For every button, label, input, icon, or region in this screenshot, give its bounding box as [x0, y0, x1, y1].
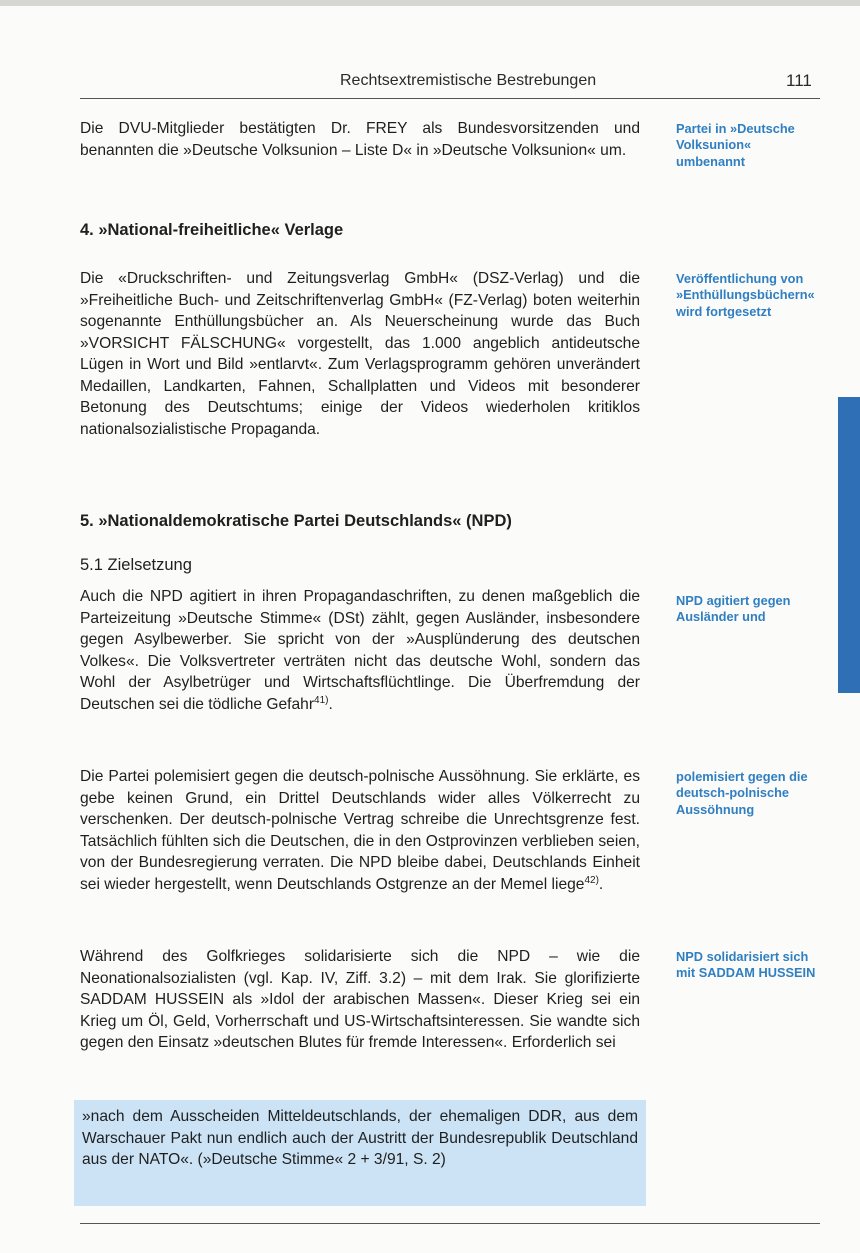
paragraph-dvu: Die DVU-Mitglieder bestätigten Dr. FREY als Bundesvorsitzenden und benannten die »Deutsche Volksunion – Liste D« in »Deutsche Volksunion« um. — [80, 120, 640, 159]
quote-text: »nach dem Ausscheiden Mitteldeutschlands, der ehemaligen DDR, aus dem Warschauer Pakt nun endlich auch der Austritt der Bundesrepublik Deutschland aus der NATO«. (»Deutsche Stimme« 2 + 3/91, S. 2) — [82, 1108, 638, 1168]
paragraph-npd-agitation-text: Auch die NPD agitiert in ihren Propagandaschriften, zu denen maßgeblich die Parteizeitung »Deutsche Stimme« (DSt) zählt, gegen Ausländer, insbesondere gegen Asylbewerber. Sie spricht von der »Ausplünderung des deutschen Volkes«. Die Volksvertreter verträten nicht das deutsche Wohl, sondern das Wohl der Asylbetrüger und Wirtschaftsflüchtlinge. Die Überfremdung der Deutschen sei die tödliche Gefahr — [80, 588, 640, 713]
footnote-ref-41: 41) — [314, 694, 329, 706]
heading-section-5: 5. »Nationaldemokratische Partei Deutschlands« (NPD) — [80, 512, 512, 530]
chapter-tab — [838, 397, 860, 693]
paragraph-npd-agitation: Auch die NPD agitiert in ihren Propagandaschriften, zu denen maßgeblich die Parteizeitung »Deutsche Stimme« (DSt) zählt, gegen Ausländer, insbesondere gegen Asylbewerber. Sie spricht von der »Ausplünderung des deutschen Volkes«. Die Volksvertreter verträten nicht das deutsche Wohl, sondern das Wohl der Asylbetrüger und Wirtschaftsflüchtlinge. Die Überfremdung der Deutschen sei die tödliche Gefahr$^{41)}$. — [80, 588, 640, 713]
scan-edge — [0, 0, 860, 6]
margin-note-umbenannt: Partei in »Deutsche Volksunion« umbenannt — [676, 121, 795, 169]
margin-note-auslaender: NPD agitiert gegen Ausländer und — [676, 593, 791, 625]
heading-section-5-1: 5.1 Zielsetzung — [80, 556, 192, 574]
paragraph-polemik: Die Partei polemisiert gegen die deutsch-polnische Aussöhnung. Sie erklärte, es gebe keinen Grund, ein Drittel Deutschlands wider alles Völkerrecht zu verschenken. Der deutsch-polnische Vertrag schreibe die Unrechtsgrenze fest. Tatsächlich fühlten sich die Deutschen, die in den Ostprovinzen verblieben seien, von der Bundesregierung verraten. Die NPD bleibe dabei, Deutschlands Einheit sei wieder hergestellt, wenn Deutschlands Ostgrenze an der Memel liege$^{42)}$. — [80, 768, 640, 893]
running-header: Rechtsextremistische Bestrebungen — [340, 72, 597, 89]
footnote-ref-42: 42) — [584, 874, 599, 886]
margin-note-enthuellungsbuecher: Veröffentlichung von »Enthüllungsbüchern« wird fortgesetzt — [676, 271, 815, 319]
paragraph-polemik-text: Die Partei polemisiert gegen die deutsch-polnische Aussöhnung. Sie erklärte, es gebe keinen Grund, ein Drittel Deutschlands wider alles Völkerrecht zu verschenken. Der deutsch-polnische Vertrag schreibe die Unrechtsgrenze fest. Tatsächlich fühlten sich die Deutschen, die in den Ostprovinzen verblieben seien, von der Bundesregierung verraten. Die NPD bleibe dabei, Deutschlands Einheit sei wieder hergestellt, wenn Deutschlands Ostgrenze an der Memel liege — [80, 768, 640, 893]
heading-section-4: 4. »National-freiheitliche« Verlage — [80, 221, 344, 239]
page-number: 111 — [786, 71, 812, 90]
paragraph-verlage: Die «Druckschriften- und Zeitungsverlag GmbH« (DSZ-Verlag) und die »Freiheitliche Buch- und Zeitschriftenverlag GmbH« (FZ-Verlag) boten weiterhin sogenannte Enthüllungsbücher an. Als Neuerscheinung wurde das Buch »VORSICHT FÄLSCHUNG« vorgestellt, das 1.000 angeblich antideutsche Lügen in Wort und Bild »entlarvt«. Zum Verlagsprogramm gehören unverändert Medaillen, Landkarten, Fahnen, Schallplatten und Videos mit besonderer Betonung des Deutschtums; einige der Videos wiederholen kritiklos nationalsozialistische Propaganda. — [80, 270, 640, 438]
paragraph-golfkrieg: Während des Golfkrieges solidarisierte sich die NPD – wie die Neonationalsozialisten (vgl. Kap. IV, Ziff. 3.2) – mit dem Irak. Sie glorifizierte SADDAM HUSSEIN als »Idol der arabischen Massen«. Dieser Krieg sei ein Krieg um Öl, Geld, Vorherrschaft und US-Wirtschaftsinteressen. Sie wandte sich gegen den Einsatz »deutschen Blutes für fremde Interessen«. Erforderlich sei — [80, 948, 640, 1051]
margin-note-aussoehnung: polemisiert gegen die deutsch-polnische Aussöhnung — [676, 769, 808, 817]
header-rule — [80, 98, 820, 99]
margin-note-saddam: NPD solidarisiert sich mit SADDAM HUSSEIN — [676, 949, 816, 981]
footer-rule — [80, 1223, 820, 1224]
